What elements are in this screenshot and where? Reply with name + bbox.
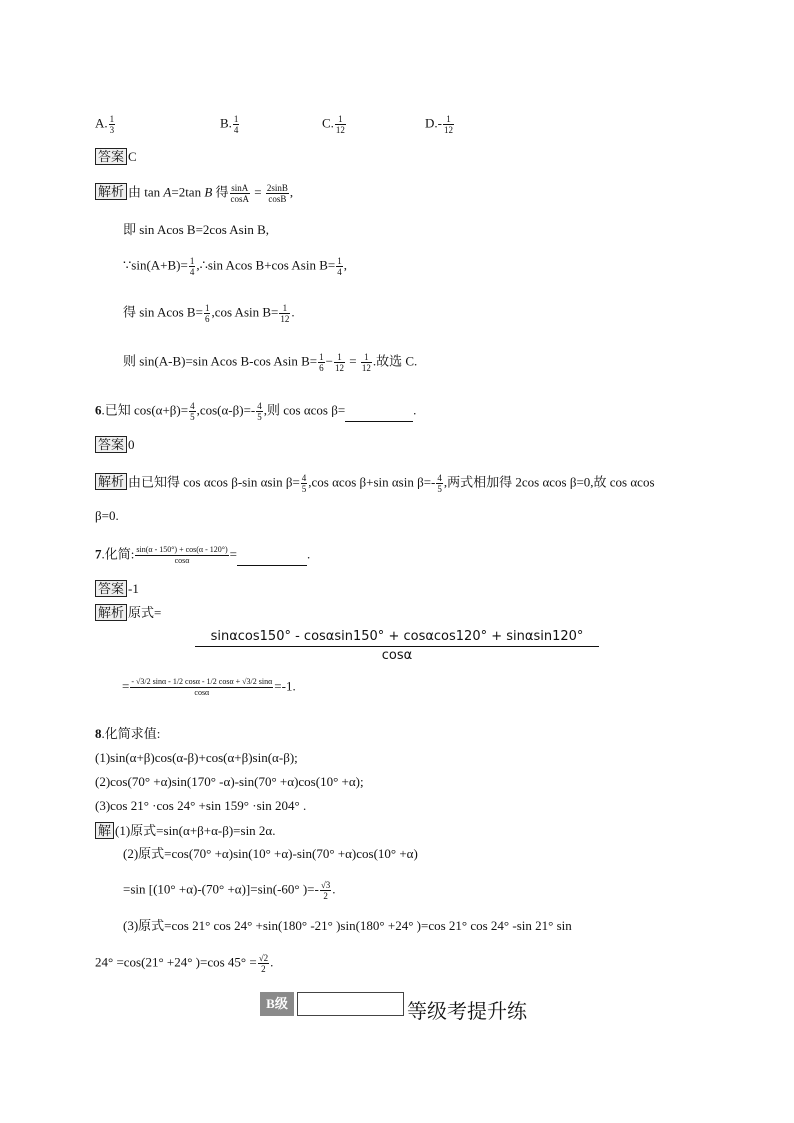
q8-part3: (3)cos 21° ·cos 24° +sin 159° ·sin 204° . (95, 798, 307, 813)
q6-answer: 答案 0 (95, 436, 135, 453)
q5-analysis-line4: 得 sin Acos B= $\frac{1}{6}$ ,cos Asin B= $\frac{1}{12}$ . (123, 303, 295, 324)
answer-blank (345, 409, 413, 422)
q8-part1: (1)sin(α+β)cos(α-β)+cos(α+β)sin(α-β); (95, 750, 298, 765)
analysis-tag: 解析 (95, 604, 127, 621)
q6-analysis-line1: 解析 由已知得 cos αcos β-sin αsin β= $\frac{4}{5}$ ,cos αcos β+sin αsin β=- $\frac{4}{5}$ ,两式相加得 2cos αcos β=0,故 cos αcos (95, 473, 655, 494)
q8-solution-line1: 解 (1)原式=sin(α+β+α-β)=sin 2α. (95, 822, 276, 839)
big-fraction-numerator: sinαcos150° - cosαsin150° + cosαcos120° + sinαsin120° (210, 629, 584, 644)
choice-c: C. $\frac{1}{12}$ (322, 114, 345, 135)
solution-tag: 解 (95, 822, 114, 839)
analysis-tag: 解析 (95, 183, 127, 200)
q8-part2: (2)cos(70° +α)sin(170° -α)-sin(70° +α)cos(10° +α); (95, 774, 364, 789)
choice-a: A. $\frac{1}{3}$ (95, 114, 115, 135)
q8-stem: 8.化简求值: (95, 726, 161, 741)
level-name-box (297, 992, 404, 1016)
q7-answer: 答案 -1 (95, 580, 139, 597)
answer-blank (237, 553, 307, 566)
q6-stem: 6.已知 cos(α+β)= $\frac{4}{5}$ ,cos(α-β)=- $\frac{4}{5}$ ,则 cos αcos β= . (95, 401, 417, 422)
q8-solution-line2: (2)原式=cos(70° +α)sin(10° +α)-sin(70° +α)cos(10° +α) (123, 846, 418, 861)
q8-solution-line5: 24° =cos(21° +24° )=cos 45° = $\frac{√2}{2}$ . (95, 953, 274, 974)
q5-analysis-line1: 解析 由 tan A=2tan B 得 $\frac{\sin A}{\cos A}$ = $\frac{2\sin B}{\cos B}$ , (95, 183, 293, 204)
q7-analysis-line1: 解析 原式= (95, 604, 161, 621)
q5-analysis-line3: ∵sin(A+B)= $\frac{1}{4}$ ,∴sin Acos B+cos Asin B= $\frac{1}{4}$ , (123, 256, 347, 277)
answer-tag: 答案 (95, 580, 127, 597)
answer-tag: 答案 (95, 436, 127, 453)
q7-analysis-line3: = $\frac{- √3/2 \sin\alpha - 1/2 \cos\alpha - 1/2 \cos\alpha + √3/2 \sin\alpha}{\cos\alpha}$ =-1. (122, 677, 296, 697)
q5-answer: 答案 C (95, 148, 137, 165)
q6-analysis-line2: β=0. (95, 508, 119, 523)
level-badge: B级 (260, 992, 294, 1016)
choice-b: B. $\frac{1}{4}$ (220, 114, 239, 135)
q8-solution-line4: (3)原式=cos 21° cos 24° +sin(180° -21° )sin(180° +24° )=cos 21° cos 24° -sin 21° sin (123, 918, 572, 933)
q5-analysis-line5: 则 sin(A-B)=sin Acos B-cos Asin B= $\frac{1}{6}$ − $\frac{1}{12}$ = $\frac{1}{12}$ .故选 C. (123, 352, 418, 373)
choice-d: D.- $\frac{1}{12}$ (425, 114, 453, 135)
section-title: 等级考提升练 (407, 999, 527, 1023)
q7-big-fraction (195, 628, 599, 665)
q8-solution-line3: =sin [(10° +α)-(70° +α)]=sin(-60° )=- $\frac{√3}{2}$ . (123, 880, 336, 901)
q5-analysis-line2: 即 sin Acos B=2cos Asin B, (123, 222, 270, 237)
analysis-tag: 解析 (95, 473, 127, 490)
section-header-bar (260, 992, 405, 1016)
answer-tag: 答案 (95, 148, 127, 165)
q7-stem: 7.化简: $\frac{\sin(\alpha - 150^\circ) + \cos(\alpha - 120^\circ)}{\cos\alpha}$ = . (95, 545, 311, 565)
big-fraction-denominator: cosα (195, 646, 599, 665)
